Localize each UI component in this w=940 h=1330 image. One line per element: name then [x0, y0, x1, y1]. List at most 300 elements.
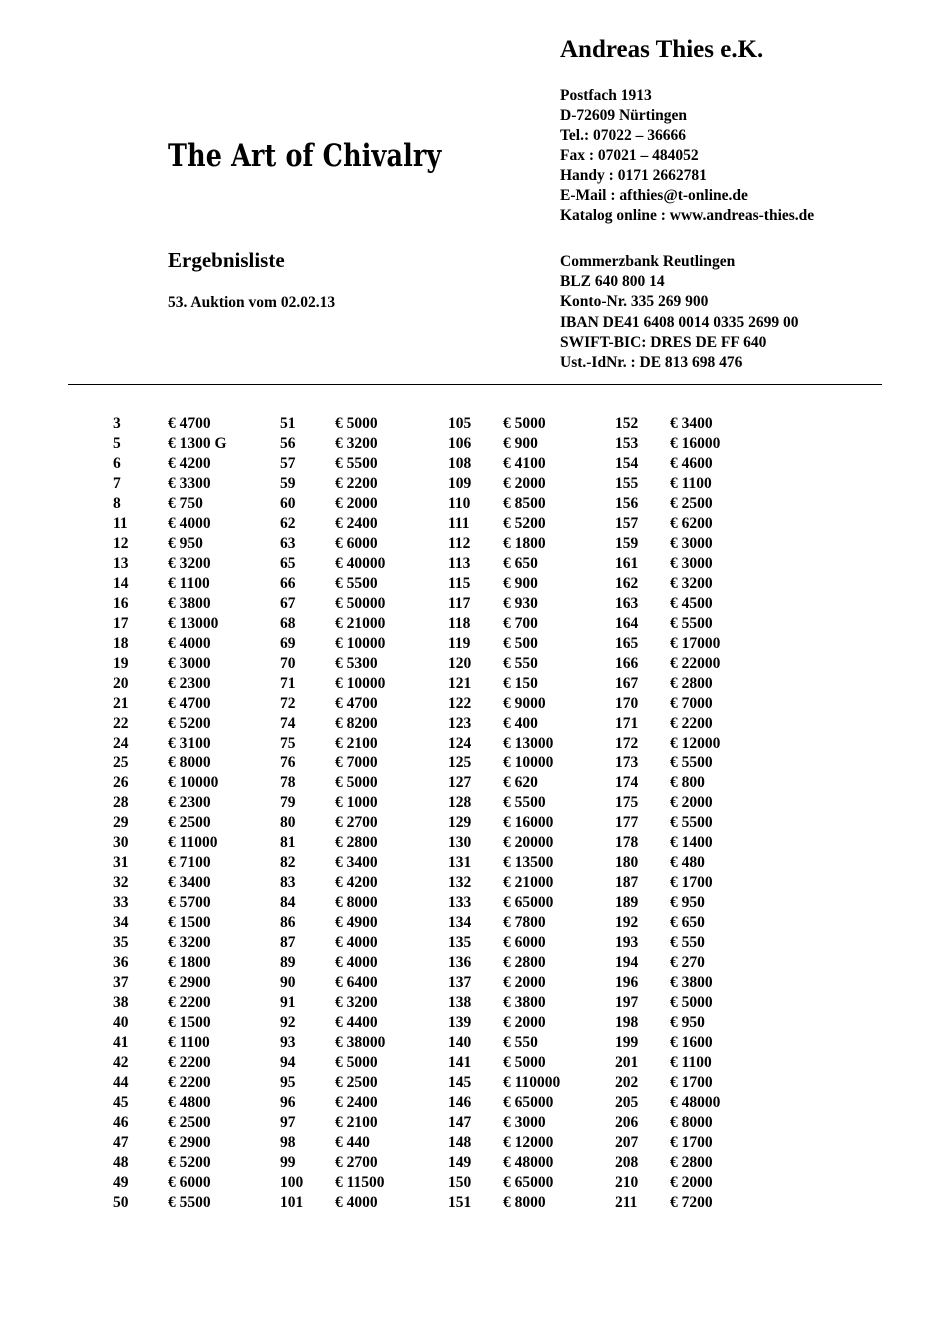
lot-number: 154 — [615, 454, 639, 472]
lot-number: 20 — [113, 674, 129, 692]
lot-number: 113 — [448, 554, 471, 572]
lot-number: 202 — [615, 1073, 639, 1091]
hammer-price: € 1000 — [335, 794, 378, 812]
hammer-price: € 2200 — [670, 714, 713, 732]
hammer-price: € 5500 — [335, 454, 378, 472]
lot-number: 47 — [113, 1133, 129, 1151]
lot-number: 111 — [448, 514, 470, 532]
hammer-price: € 7100 — [168, 854, 211, 872]
hammer-price: € 5200 — [168, 714, 211, 732]
hammer-price: € 4000 — [335, 934, 378, 952]
bank-block — [560, 252, 799, 373]
lot-number: 189 — [615, 894, 639, 912]
lot-number: 199 — [615, 1034, 639, 1052]
lot-number: 194 — [615, 954, 639, 972]
lot-number: 187 — [615, 874, 639, 892]
lot-number: 62 — [280, 514, 296, 532]
contact-line: Tel.: 07022 – 36666 — [560, 127, 687, 144]
hammer-price: € 400 — [503, 714, 538, 732]
hammer-price: € 2500 — [670, 494, 713, 512]
lot-number: 120 — [448, 654, 472, 672]
lot-number: 34 — [113, 914, 129, 932]
lot-number: 22 — [113, 714, 129, 732]
lot-number: 37 — [113, 974, 129, 992]
lot-number: 91 — [280, 994, 296, 1012]
lot-number: 13 — [113, 554, 129, 572]
hammer-price: € 950 — [168, 534, 203, 552]
lot-number: 68 — [280, 614, 296, 632]
lot-number: 162 — [615, 574, 639, 592]
lot-number: 11 — [113, 514, 128, 532]
lot-number: 123 — [448, 714, 472, 732]
lot-number: 36 — [113, 954, 129, 972]
lot-number: 60 — [280, 494, 296, 512]
hammer-price: € 550 — [670, 934, 705, 952]
hammer-price: € 50000 — [335, 594, 386, 612]
lot-number: 57 — [280, 454, 296, 472]
lot-number: 133 — [448, 894, 472, 912]
hammer-price: € 40000 — [335, 554, 386, 572]
hammer-price: € 65000 — [503, 894, 554, 912]
lot-number: 138 — [448, 994, 472, 1012]
lot-number: 70 — [280, 654, 296, 672]
lot-number: 196 — [615, 974, 639, 992]
hammer-price: € 2300 — [168, 674, 211, 692]
hammer-price: € 4100 — [503, 454, 546, 472]
hammer-price: € 3400 — [168, 874, 211, 892]
hammer-price: € 5500 — [168, 1193, 211, 1211]
lot-number: 18 — [113, 634, 129, 652]
lot-number: 3 — [113, 415, 121, 432]
lot-number: 89 — [280, 954, 296, 972]
lot-number: 86 — [280, 914, 296, 932]
hammer-price: € 4700 — [168, 694, 211, 712]
hammer-price: € 21000 — [335, 614, 386, 632]
hammer-price: € 950 — [670, 894, 705, 912]
hammer-price: € 13000 — [503, 734, 554, 752]
hammer-price: € 7800 — [503, 914, 546, 932]
hammer-price: € 5000 — [503, 1054, 546, 1071]
lot-number: 117 — [448, 594, 471, 612]
lot-number: 41 — [113, 1034, 129, 1052]
lot-number: 51 — [280, 415, 296, 432]
hammer-price: € 2400 — [335, 514, 378, 532]
lot-number: 76 — [280, 754, 296, 772]
hammer-price: € 1700 — [670, 1133, 713, 1151]
lot-number: 124 — [448, 734, 472, 752]
lot-number: 178 — [615, 834, 639, 852]
lot-number: 56 — [280, 434, 296, 452]
lot-number: 94 — [280, 1054, 296, 1071]
lot-number: 24 — [113, 734, 129, 752]
hammer-price: € 3800 — [670, 974, 713, 992]
hammer-price: € 2000 — [335, 494, 378, 512]
lot-number: 65 — [280, 554, 296, 572]
hammer-price: € 8500 — [503, 494, 546, 512]
lot-number: 177 — [615, 814, 639, 832]
hammer-price: € 4200 — [168, 454, 211, 472]
lot-number: 49 — [113, 1173, 129, 1191]
lot-number: 83 — [280, 874, 296, 892]
hammer-price: € 16000 — [670, 434, 721, 452]
contact-line: Postfach 1913 — [560, 87, 652, 104]
hammer-price: € 3400 — [670, 415, 713, 432]
hammer-price: € 65000 — [503, 1093, 554, 1111]
lot-number: 69 — [280, 634, 296, 652]
lot-number: 42 — [113, 1054, 129, 1071]
lot-number: 150 — [448, 1173, 472, 1191]
hammer-price: € 7000 — [670, 694, 713, 712]
hammer-price: € 3200 — [670, 574, 713, 592]
hammer-price: € 550 — [503, 1034, 538, 1052]
hammer-price: € 3800 — [503, 994, 546, 1012]
hammer-price: € 2200 — [168, 994, 211, 1012]
lot-number: 159 — [615, 534, 639, 552]
hammer-price: € 4500 — [670, 594, 713, 612]
hammer-price: € 5500 — [670, 614, 713, 632]
contact-line: D-72609 Nürtingen — [560, 107, 688, 124]
hammer-price: € 3200 — [335, 434, 378, 452]
lot-number: 115 — [448, 574, 471, 592]
hammer-price: € 2200 — [335, 474, 378, 492]
lot-number: 31 — [113, 854, 129, 872]
lot-number: 98 — [280, 1133, 296, 1151]
hammer-price: € 5000 — [335, 415, 378, 432]
hammer-price: € 150 — [503, 674, 538, 692]
divider — [68, 384, 882, 385]
hammer-price: € 950 — [670, 1014, 705, 1032]
hammer-price: € 4000 — [168, 634, 211, 652]
lot-number: 145 — [448, 1073, 472, 1091]
hammer-price: € 8000 — [503, 1193, 546, 1211]
lot-number: 206 — [615, 1113, 639, 1131]
hammer-price: € 110000 — [503, 1073, 561, 1091]
lot-number: 46 — [113, 1113, 129, 1131]
lot-number: 125 — [448, 754, 472, 772]
hammer-price: € 8000 — [335, 894, 378, 912]
hammer-price: € 1500 — [168, 1014, 211, 1032]
lot-number: 172 — [615, 734, 639, 752]
hammer-price: € 2400 — [335, 1093, 378, 1111]
hammer-price: € 4000 — [335, 1193, 378, 1211]
hammer-price: € 3400 — [335, 854, 378, 872]
lot-number: 21 — [113, 694, 129, 712]
lot-number: 50 — [113, 1193, 129, 1211]
hammer-price: € 1800 — [503, 534, 546, 552]
lot-number: 109 — [448, 474, 472, 492]
hammer-price: € 900 — [503, 574, 538, 592]
hammer-price: € 4700 — [168, 415, 211, 432]
lot-number: 141 — [448, 1054, 472, 1071]
bank-line: Konto-Nr. 335 269 900 — [560, 293, 709, 311]
lot-number: 201 — [615, 1054, 639, 1071]
hammer-price: € 22000 — [670, 654, 721, 672]
hammer-price: € 10000 — [335, 674, 386, 692]
lot-number: 25 — [113, 754, 129, 772]
hammer-price: € 3200 — [168, 934, 211, 952]
hammer-price: € 5000 — [335, 774, 378, 792]
hammer-price: € 480 — [670, 854, 705, 872]
hammer-price: € 3200 — [168, 554, 211, 572]
hammer-price: € 12000 — [503, 1133, 554, 1151]
lot-number: 156 — [615, 494, 639, 512]
hammer-price: € 2800 — [670, 674, 713, 692]
hammer-price: € 4200 — [335, 874, 378, 892]
hammer-price: € 2100 — [335, 1113, 378, 1131]
hammer-price: € 16000 — [503, 814, 554, 832]
hammer-price: € 1300 G — [168, 434, 227, 452]
lot-number: 96 — [280, 1093, 296, 1111]
lot-number: 208 — [615, 1153, 639, 1171]
lot-number: 72 — [280, 694, 296, 712]
hammer-price: € 20000 — [503, 834, 554, 852]
lot-number: 14 — [113, 574, 129, 592]
hammer-price: € 2800 — [335, 834, 378, 852]
lot-number: 99 — [280, 1153, 296, 1171]
lot-number: 146 — [448, 1093, 472, 1111]
hammer-price: € 4400 — [335, 1014, 378, 1032]
contact-block — [560, 86, 814, 226]
bank-line: IBAN DE41 6408 0014 0335 2699 00 — [560, 313, 799, 331]
lot-number: 163 — [615, 594, 639, 612]
hammer-price: € 6000 — [503, 934, 546, 952]
lot-number: 74 — [280, 714, 296, 732]
hammer-price: € 270 — [670, 954, 705, 972]
hammer-price: € 5200 — [168, 1153, 211, 1171]
hammer-price: € 11000 — [168, 834, 218, 852]
hammer-price: € 550 — [503, 654, 538, 672]
lot-number: 152 — [615, 415, 639, 432]
hammer-price: € 7200 — [670, 1193, 713, 1211]
lot-number: 92 — [280, 1014, 296, 1032]
hammer-price: € 5500 — [670, 754, 713, 772]
hammer-price: € 6000 — [335, 534, 378, 552]
lot-number: 78 — [280, 774, 296, 792]
hammer-price: € 10000 — [168, 774, 219, 792]
hammer-price: € 5500 — [335, 574, 378, 592]
hammer-price: € 5000 — [503, 415, 546, 432]
hammer-price: € 65000 — [503, 1173, 554, 1191]
lot-number: 40 — [113, 1014, 129, 1032]
hammer-price: € 620 — [503, 774, 538, 792]
hammer-price: € 1600 — [670, 1034, 713, 1052]
hammer-price: € 12000 — [670, 734, 721, 752]
hammer-price: € 8200 — [335, 714, 378, 732]
lot-number: 211 — [615, 1193, 638, 1211]
lot-number: 63 — [280, 534, 296, 552]
hammer-price: € 3300 — [168, 474, 211, 492]
lot-number: 151 — [448, 1193, 472, 1211]
list-title: Ergebnisliste — [168, 248, 285, 272]
lot-number: 173 — [615, 754, 639, 772]
hammer-price: € 11500 — [335, 1173, 385, 1191]
hammer-price: € 5000 — [670, 994, 713, 1012]
hammer-price: € 1100 — [168, 574, 210, 592]
hammer-price: € 650 — [670, 914, 705, 932]
lot-number: 119 — [448, 634, 471, 652]
hammer-price: € 3100 — [168, 734, 211, 752]
lot-number: 127 — [448, 774, 472, 792]
bank-line: SWIFT-BIC: DRES DE FF 640 — [560, 333, 767, 351]
hammer-price: € 3000 — [670, 554, 713, 572]
hammer-price: € 13000 — [168, 614, 219, 632]
lot-number: 149 — [448, 1153, 472, 1171]
lot-number: 33 — [113, 894, 129, 912]
lot-number: 167 — [615, 674, 639, 692]
hammer-price: € 650 — [503, 554, 538, 572]
lot-number: 100 — [280, 1173, 304, 1191]
lot-number: 84 — [280, 894, 296, 912]
hammer-price: € 3800 — [168, 594, 211, 612]
lot-number: 134 — [448, 914, 472, 932]
contact-line: E-Mail : afthies@t-online.de — [560, 187, 748, 204]
lot-number: 90 — [280, 974, 296, 992]
hammer-price: € 440 — [335, 1133, 370, 1151]
hammer-price: € 3000 — [503, 1113, 546, 1131]
hammer-price: € 21000 — [503, 874, 554, 892]
lot-number: 16 — [113, 594, 129, 612]
hammer-price: € 930 — [503, 594, 538, 612]
hammer-price: € 8000 — [168, 754, 211, 772]
lot-number: 35 — [113, 934, 129, 952]
hammer-price: € 500 — [503, 634, 538, 652]
hammer-price: € 2000 — [503, 1014, 546, 1032]
lot-number: 192 — [615, 914, 639, 932]
hammer-price: € 3000 — [670, 534, 713, 552]
lot-number: 130 — [448, 834, 472, 852]
lot-number: 197 — [615, 994, 639, 1012]
lot-number: 166 — [615, 654, 639, 672]
hammer-price: € 900 — [503, 434, 538, 452]
lot-number: 170 — [615, 694, 639, 712]
bank-line: BLZ 640 800 14 — [560, 273, 665, 291]
bank-line: Ust.-IdNr. : DE 813 698 476 — [560, 354, 743, 372]
lot-number: 28 — [113, 794, 129, 812]
lot-number: 131 — [448, 854, 472, 872]
hammer-price: € 1100 — [670, 1054, 712, 1071]
hammer-price: € 8000 — [670, 1113, 713, 1131]
hammer-price: € 5200 — [503, 514, 546, 532]
hammer-price: € 6000 — [168, 1173, 211, 1191]
lot-number: 164 — [615, 614, 639, 632]
lot-number: 32 — [113, 874, 129, 892]
lot-number: 95 — [280, 1073, 296, 1091]
hammer-price: € 800 — [670, 774, 705, 792]
lot-number: 121 — [448, 674, 472, 692]
hammer-price: € 2000 — [503, 974, 546, 992]
hammer-price: € 5300 — [335, 654, 378, 672]
hammer-price: € 2200 — [168, 1054, 211, 1071]
hammer-price: € 700 — [503, 614, 538, 632]
lot-number: 207 — [615, 1133, 639, 1151]
lot-number: 12 — [113, 534, 129, 552]
lot-number: 128 — [448, 794, 472, 812]
hammer-price: € 3200 — [335, 994, 378, 1012]
lot-number: 174 — [615, 774, 639, 792]
lot-number: 5 — [113, 434, 121, 452]
lot-number: 118 — [448, 614, 471, 632]
hammer-price: € 1500 — [168, 914, 211, 932]
hammer-price: € 5700 — [168, 894, 211, 912]
hammer-price: € 13500 — [503, 854, 554, 872]
hammer-price: € 2500 — [168, 1113, 211, 1131]
lot-number: 71 — [280, 674, 296, 692]
auction-line: 53. Auktion vom 02.02.13 — [168, 294, 336, 311]
lot-number: 48 — [113, 1153, 129, 1171]
hammer-price: € 4600 — [670, 454, 713, 472]
hammer-price: € 1100 — [670, 474, 712, 492]
lot-number: 26 — [113, 774, 129, 792]
lot-number: 106 — [448, 434, 472, 452]
lot-number: 105 — [448, 415, 472, 432]
lot-number: 38 — [113, 994, 129, 1012]
lot-number: 6 — [113, 454, 121, 472]
lot-number: 67 — [280, 594, 296, 612]
lot-number: 45 — [113, 1093, 129, 1111]
lot-number: 210 — [615, 1173, 639, 1191]
lot-number: 82 — [280, 854, 296, 872]
lot-number: 7 — [113, 474, 121, 492]
lot-number: 44 — [113, 1073, 129, 1091]
contact-line: Katalog online : www.andreas-thies.de — [560, 207, 815, 224]
lot-number: 140 — [448, 1034, 472, 1052]
lot-number: 19 — [113, 654, 129, 672]
hammer-price: € 2900 — [168, 1133, 211, 1151]
lot-number: 75 — [280, 734, 296, 752]
hammer-price: € 750 — [168, 494, 203, 512]
lot-number: 110 — [448, 494, 471, 512]
hammer-price: € 2000 — [503, 474, 546, 492]
lot-number: 112 — [448, 534, 471, 552]
hammer-price: € 1700 — [670, 1073, 713, 1091]
contact-line: Handy : 0171 2662781 — [560, 167, 707, 184]
lot-number: 66 — [280, 574, 296, 592]
lot-number: 97 — [280, 1113, 296, 1131]
lot-number: 136 — [448, 954, 472, 972]
hammer-price: € 5500 — [670, 814, 713, 832]
lot-number: 80 — [280, 814, 296, 832]
hammer-price: € 48000 — [503, 1153, 554, 1171]
lot-number: 17 — [113, 614, 129, 632]
lot-number: 148 — [448, 1133, 472, 1151]
company-name: Andreas Thies e.K. — [560, 36, 764, 63]
hammer-price: € 2100 — [335, 734, 378, 752]
hammer-price: € 5500 — [503, 794, 546, 812]
hammer-price: € 4800 — [168, 1093, 211, 1111]
lot-number: 87 — [280, 934, 296, 952]
hammer-price: € 2500 — [168, 814, 211, 832]
lot-number: 59 — [280, 474, 296, 492]
hammer-price: € 4900 — [335, 914, 378, 932]
lot-number: 30 — [113, 834, 129, 852]
hammer-price: € 1800 — [168, 954, 211, 972]
logo-text: The Art of Chivalry — [168, 138, 442, 174]
hammer-price: € 1100 — [168, 1034, 210, 1052]
lot-number: 165 — [615, 634, 639, 652]
hammer-price: € 7000 — [335, 754, 378, 772]
lot-number: 81 — [280, 834, 296, 852]
hammer-price: € 2800 — [503, 954, 546, 972]
lot-number: 137 — [448, 974, 472, 992]
hammer-price: € 4000 — [335, 954, 378, 972]
hammer-price: € 2900 — [168, 974, 211, 992]
lot-number: 135 — [448, 934, 472, 952]
lot-number: 29 — [113, 814, 129, 832]
hammer-price: € 2000 — [670, 794, 713, 812]
hammer-price: € 2300 — [168, 794, 211, 812]
hammer-price: € 48000 — [670, 1093, 721, 1111]
hammer-price: € 9000 — [503, 694, 546, 712]
